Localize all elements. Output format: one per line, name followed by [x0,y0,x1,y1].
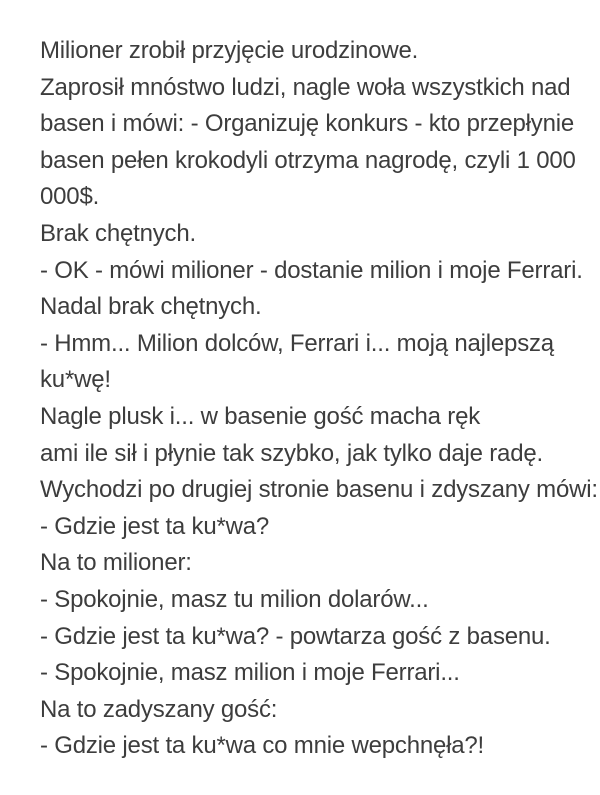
text-line-9: - Hmm... Milion dolców, Ferrari i... moją najlepszą [40,329,554,357]
text-line-10: ku*wę! [40,366,111,394]
text-line-1: Milioner zrobił przyjęcie urodzinowe. [40,37,419,64]
text-line-8: Nadal brak chętnych. [40,293,262,321]
text-line-5: 000$. [40,183,100,211]
text-line-17: - Gdzie jest ta ku*wa? - powtarza gość z basenu. [40,622,551,650]
text-line-20: - Gdzie jest ta ku*wa co mnie wepchnęła?! [40,732,485,760]
text-line-14: - Gdzie jest ta ku*wa? [40,512,270,540]
text-line-18: - Spokojnie, masz milion i moje Ferrari... [40,659,460,687]
text-line-4: basen pełen krokodyli otrzyma nagrodę, czyli 1 000 [40,146,576,174]
text-line-3: basen i mówi: - Organizuję konkurs - kto przepłynie [40,110,575,138]
text-line-16: - Spokojnie, masz tu milion dolarów... [40,585,429,613]
text-line-6: Brak chętnych. [40,219,196,247]
text-line-13: Wychodzi po drugiej stronie basenu i zdyszany mówi: [40,476,598,504]
text-line-19: Na to zadyszany gość: [40,695,278,723]
text-line-11: Nagle plusk i... w basenie gość macha ręk [40,402,481,430]
text-line-15: Na to milioner: [40,549,192,577]
text-line-12: ami ile sił i płynie tak szybko, jak tylko daje radę. [40,439,543,467]
text-line-2: Zaprosił mnóstwo ludzi, nagle woła wszystkich nad [40,73,571,101]
text-line-7: - OK - mówi milioner - dostanie milion i moje Ferrari. [40,256,583,284]
